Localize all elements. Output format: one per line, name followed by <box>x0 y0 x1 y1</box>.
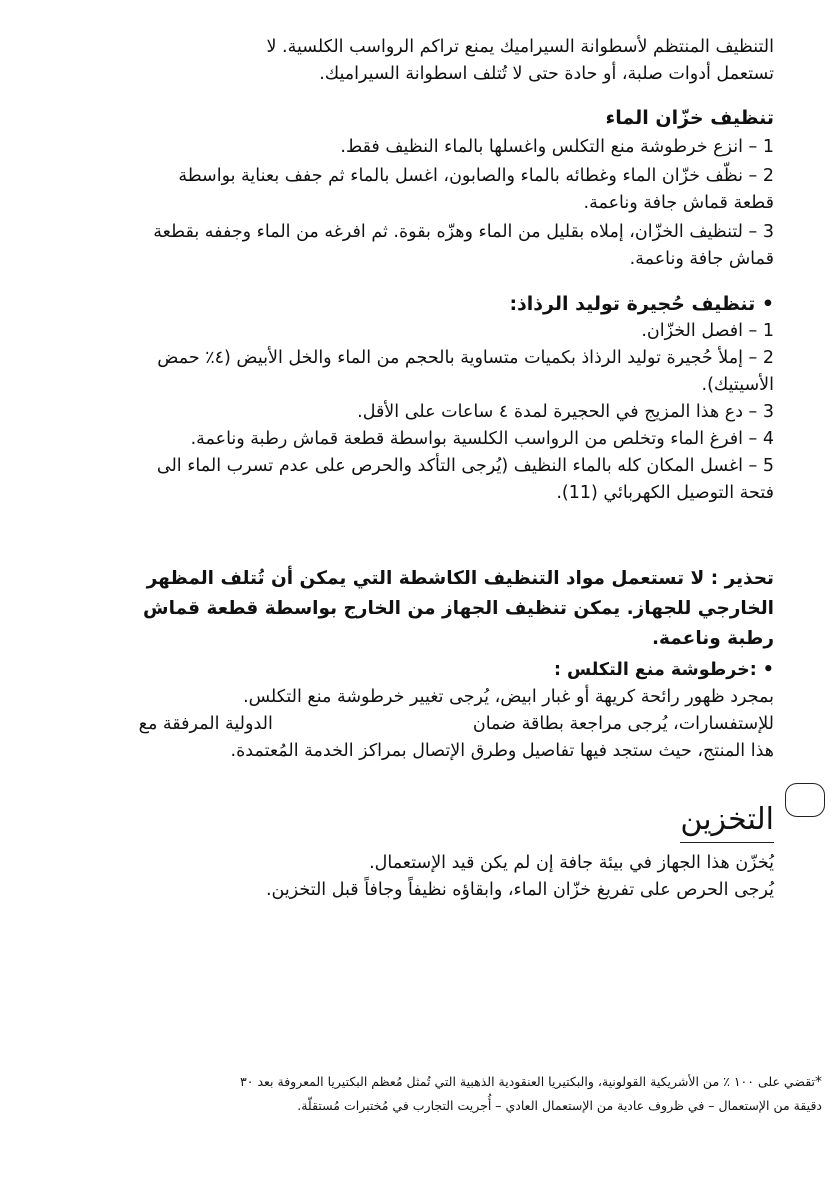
storage-section <box>134 850 774 904</box>
filter-line-2b: الدولية المرفقة مع <box>138 714 273 734</box>
footnote-star: * <box>815 1074 822 1090</box>
footnote-line-1: تقضي على ١٠٠ ٪ من الأشريكية القولونية، والبكتيريا العنقودية الذهبية التي تُمثل مُعظم البكتيريا المعروفة بعد ٣٠ <box>240 1074 815 1089</box>
intro-line: تستعمل أدوات صلبة، أو حادة حتى لا تُتلف اسطوانة السيراميك. <box>319 64 774 84</box>
filter-line: بمجرد ظهور رائحة كريهة أو غبار ابيض، يُرجى تغيير خرطوشة منع التكلس. <box>243 687 774 707</box>
footnote-line <box>122 1070 822 1094</box>
footnote-line-2: دقيقة من الإستعمال – في ظروف عادية من الإستعمال العادي – أُجريت التجارب في مُختبرات مُستقلّة. <box>297 1098 822 1113</box>
steam-chamber-step: 4 – افرغ الماء وتخلص من الرواسب الكلسية بواسطة قطعة قماش رطبة وناعمة. <box>190 429 774 449</box>
steam-chamber-section <box>134 290 774 507</box>
storage-line: يُخزّن هذا الجهاز في بيئة جافة إن لم يكن قيد الإستعمال. <box>369 853 774 873</box>
steam-chamber-title: • تنظيف حُجيرة توليد الرذاذ: <box>509 293 774 315</box>
intro-line: التنظيف المنتظم لأسطوانة السيراميك يمنع تراكم الرواسب الكلسية. لا <box>266 37 774 57</box>
filter-line: هذا المنتج، حيث ستجد فيها تفاصيل وطرق الإتصال بمراكز الخدمة المُعتمدة. <box>230 741 774 761</box>
steam-chamber-step: 2 – إملأ حُجيرة توليد الرذاذ بكميات متساوية بالحجم من الماء والخل الأبيض (٤٪ حمض الأسيتيك). <box>157 348 774 395</box>
filter-line-2a: للإستفسارات، يُرجى مراجعة بطاقة ضمان <box>472 714 774 734</box>
filter-title: • :خرطوشة منع التكلس : <box>553 660 774 680</box>
page-side-tab <box>785 783 825 817</box>
water-tank-section <box>134 104 774 273</box>
water-tank-step: 2 – نظّف خزّان الماء وغطائه بالماء والصابون، اغسل بالماء ثم جفف بعناية بواسطة قطعة قماش جافة وناعمة. <box>178 166 774 213</box>
steam-chamber-step: 5 – اغسل المكان كله بالماء النظيف (يُرجى التأكد والحرص على عدم تسرب الماء الى فتحة التوصيل الكهربائي (11). <box>156 456 774 503</box>
steam-chamber-step: 3 – دع هذا المزيج في الحجيرة لمدة ٤ ساعات على الأقل. <box>357 402 774 422</box>
steam-chamber-step: 1 – افصل الخزّان. <box>641 321 774 341</box>
water-tank-title: تنظيف خزّان الماء <box>605 107 774 129</box>
storage-title: التخزين <box>680 800 774 843</box>
storage-line: يُرجى الحرص على تفريغ خزّان الماء، وابقاؤه نظيفاً وجافاً قبل التخزين. <box>265 880 774 900</box>
warning-text: تحذير : لا تستعمل مواد التنظيف الكاشطة التي يمكن أن تُتلف المظهر الخارجي للجهاز. يمكن تنظيف الجهاز من الخارج بواسطة قطعة قماش رطبة وناعمة. <box>143 568 774 649</box>
water-tank-step: 3 – لتنظيف الخزّان، إملاه بقليل من الماء وهزّه بقوة. ثم افرغه من الماء وجففه بقطعة قماش جافة وناعمة. <box>153 222 774 269</box>
footnote <box>122 1070 822 1118</box>
water-tank-step: 1 – انزع خرطوشة منع التكلس واغسلها بالماء النظيف فقط. <box>340 137 774 157</box>
warning-paragraph <box>134 564 774 654</box>
filter-line-2 <box>134 711 774 738</box>
filter-section <box>134 656 774 765</box>
intro-paragraph <box>134 34 774 88</box>
